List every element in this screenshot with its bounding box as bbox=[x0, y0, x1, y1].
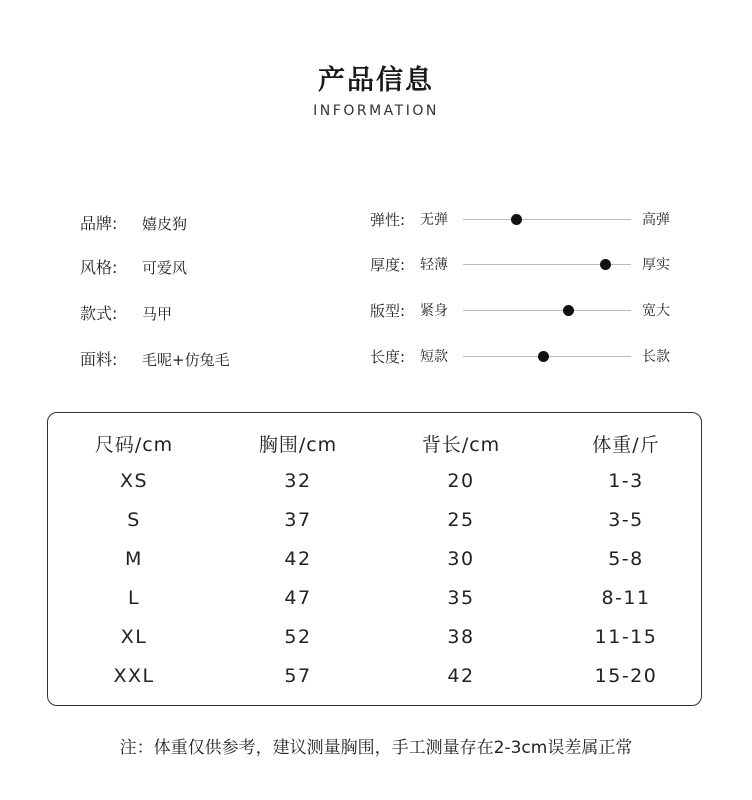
header-chest: 胸围/cm bbox=[258, 434, 338, 456]
table-cell: L bbox=[127, 587, 141, 609]
rating-length bbox=[370, 346, 690, 370]
rating-label: 长度: bbox=[370, 348, 406, 366]
rating-low-label: 轻薄 bbox=[420, 257, 448, 273]
table-row bbox=[48, 548, 701, 578]
attribute-value: 嬉皮狗 bbox=[142, 215, 188, 233]
rating-label: 厚度: bbox=[370, 256, 406, 274]
attribute-label: 风格: bbox=[80, 258, 118, 277]
table-cell: 52 bbox=[284, 626, 312, 648]
table-cell: 1-3 bbox=[608, 470, 644, 492]
table-cell: XL bbox=[120, 626, 148, 648]
rating-high-label: 长款 bbox=[642, 349, 670, 365]
table-cell: 15-20 bbox=[594, 665, 658, 687]
rating-track bbox=[463, 310, 631, 311]
attribute-label: 品牌: bbox=[80, 214, 118, 233]
rating-label: 版型: bbox=[370, 302, 406, 320]
rating-label: 弹性: bbox=[370, 211, 406, 229]
rating-dot bbox=[511, 214, 522, 225]
table-cell: 47 bbox=[284, 587, 312, 609]
table-cell: 37 bbox=[284, 509, 312, 531]
table-row bbox=[48, 626, 701, 656]
header-weight: 体重/斤 bbox=[592, 434, 660, 456]
attribute-fabric bbox=[80, 347, 230, 370]
rating-low-label: 无弹 bbox=[420, 212, 448, 228]
rating-thickness bbox=[370, 254, 690, 278]
rating-dot bbox=[563, 305, 574, 316]
table-cell: S bbox=[127, 509, 141, 531]
size-table-header bbox=[48, 430, 701, 460]
attribute-style bbox=[80, 255, 187, 278]
table-cell: 5-8 bbox=[608, 548, 644, 570]
table-cell: 11-15 bbox=[594, 626, 658, 648]
footnote: 注：体重仅供参考，建议测量胸围，手工测量存在2-3cm误差属正常 bbox=[119, 738, 633, 758]
table-row bbox=[48, 587, 701, 617]
attribute-value: 可爱风 bbox=[142, 259, 188, 277]
table-cell: M bbox=[125, 548, 143, 570]
rating-high-label: 高弹 bbox=[642, 212, 670, 228]
page-title: 产品信息 bbox=[318, 65, 434, 96]
rating-high-label: 宽大 bbox=[642, 303, 670, 319]
rating-dot bbox=[538, 351, 549, 362]
attribute-label: 款式: bbox=[80, 304, 118, 323]
rating-fit bbox=[370, 300, 690, 324]
table-cell: XXL bbox=[113, 665, 155, 687]
attribute-type bbox=[80, 301, 172, 324]
rating-dot bbox=[600, 259, 611, 270]
rating-low-label: 短款 bbox=[420, 349, 448, 365]
rating-track bbox=[463, 264, 631, 265]
table-cell: XS bbox=[119, 470, 149, 492]
table-cell: 57 bbox=[284, 665, 312, 687]
table-cell: 8-11 bbox=[601, 587, 651, 609]
table-cell: 25 bbox=[447, 509, 475, 531]
page-subtitle: INFORMATION bbox=[313, 103, 439, 119]
table-cell: 30 bbox=[447, 548, 475, 570]
header-back-length: 背长/cm bbox=[421, 434, 501, 456]
attribute-brand bbox=[80, 211, 187, 234]
rating-high-label: 厚实 bbox=[642, 257, 670, 273]
table-row bbox=[48, 470, 701, 500]
table-cell: 38 bbox=[447, 626, 475, 648]
rating-track bbox=[463, 219, 631, 220]
header-size: 尺码/cm bbox=[94, 434, 174, 456]
rating-low-label: 紧身 bbox=[420, 303, 448, 319]
table-cell: 32 bbox=[284, 470, 312, 492]
table-row bbox=[48, 509, 701, 539]
table-cell: 3-5 bbox=[608, 509, 644, 531]
attribute-label: 面料: bbox=[80, 350, 118, 369]
rating-elasticity bbox=[370, 209, 690, 233]
table-cell: 42 bbox=[447, 665, 475, 687]
rating-track bbox=[463, 356, 631, 357]
table-cell: 42 bbox=[284, 548, 312, 570]
table-row bbox=[48, 665, 701, 695]
attribute-value: 毛呢+仿兔毛 bbox=[142, 351, 230, 369]
table-cell: 35 bbox=[447, 587, 475, 609]
table-cell: 20 bbox=[447, 470, 475, 492]
size-table bbox=[47, 412, 702, 706]
attribute-value: 马甲 bbox=[142, 305, 173, 323]
